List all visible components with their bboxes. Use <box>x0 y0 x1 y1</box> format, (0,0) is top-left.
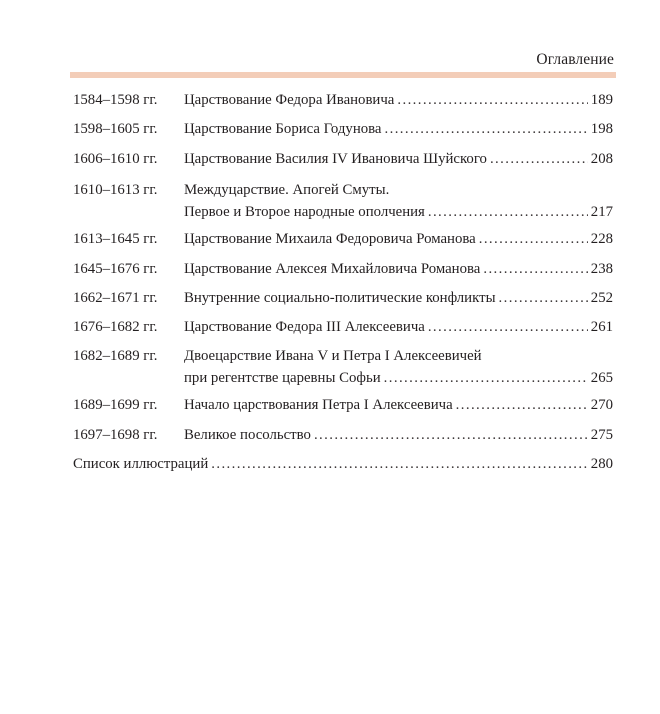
dot-leader <box>384 367 588 389</box>
toc-entry-title-line: Царствование Бориса Годунова <box>184 121 382 137</box>
toc-entry-page: 252 <box>590 290 613 306</box>
toc-entry-page: 217 <box>590 204 613 220</box>
dot-leader <box>479 228 588 250</box>
dot-leader <box>385 118 588 140</box>
toc-entry-date: 1682–1689 гг. <box>73 348 158 364</box>
dot-leader <box>499 287 588 309</box>
toc-entry-title-line: Царствование Василия IV Ивановича Шуйского <box>184 151 487 167</box>
toc-entry-date: 1606–1610 гг. <box>73 151 158 167</box>
dot-leader <box>483 258 587 280</box>
toc-entry-title <box>184 179 613 223</box>
toc-entry-date: 1697–1698 гг. <box>73 427 158 443</box>
toc-entry-title <box>184 394 613 416</box>
toc-entry-title <box>184 148 613 170</box>
dot-leader <box>490 148 588 170</box>
toc-entry-page: 189 <box>590 92 613 108</box>
toc-entry-title-line: Царствование Федора Ивановича <box>184 92 395 108</box>
toc-entry-title <box>184 228 613 250</box>
toc-entry-title <box>184 345 613 389</box>
dot-leader <box>397 89 587 111</box>
toc-entry-title-line: Внутренние социально-политические конфликты <box>184 290 496 306</box>
toc-entry-page: 238 <box>590 261 613 277</box>
dot-leader <box>456 394 588 416</box>
toc-entry-title <box>184 89 613 111</box>
toc-entry-title <box>184 287 613 309</box>
toc-entry-title <box>184 316 613 338</box>
toc-entry-title-line: Великое посольство <box>184 427 311 443</box>
toc-entry-date: 1676–1682 гг. <box>73 319 158 335</box>
toc-entry-title-line: Первое и Второе народные ополчения <box>184 204 425 220</box>
toc-entry-title-line: Начало царствования Петра I Алексеевича <box>184 397 453 413</box>
dot-leader <box>211 453 588 475</box>
toc-entry-page: 228 <box>590 231 613 247</box>
toc-entry-title <box>73 453 613 475</box>
toc-entry-page: 265 <box>590 370 613 386</box>
toc-entry-page: 280 <box>590 456 613 472</box>
running-header-title: Оглавление <box>536 51 614 68</box>
toc-entry-date: 1598–1605 гг. <box>73 121 158 137</box>
toc-entry-title-line: Царствование Алексея Михайловича Романова <box>184 261 481 277</box>
dot-leader <box>428 201 588 223</box>
toc-entry-page: 261 <box>590 319 613 335</box>
toc-entry-title-line: Список иллюстраций <box>73 456 209 472</box>
toc-entry-page: 275 <box>590 427 613 443</box>
toc-entry-date: 1689–1699 гг. <box>73 397 158 413</box>
toc-entry-date: 1584–1598 гг. <box>73 92 158 108</box>
toc-entry-title-line: при регентстве царевны Софьи <box>184 370 381 386</box>
header-accent-rule <box>70 72 616 78</box>
toc-entry-page: 270 <box>590 397 613 413</box>
toc-entry-page: 198 <box>590 121 613 137</box>
toc-entry-title <box>184 258 613 280</box>
toc-entry-date: 1610–1613 гг. <box>73 182 158 198</box>
toc-entry-page: 208 <box>590 151 613 167</box>
toc-entry-title <box>184 118 613 140</box>
toc-entry-date: 1645–1676 гг. <box>73 261 158 277</box>
dot-leader <box>314 424 588 446</box>
toc-entry-title-line: Царствование Михаила Федоровича Романова <box>184 231 476 247</box>
toc-entry-title <box>184 424 613 446</box>
toc-entry-title-line: Царствование Федора III Алексеевича <box>184 319 425 335</box>
toc-entry-date: 1662–1671 гг. <box>73 290 158 306</box>
toc-entry-date: 1613–1645 гг. <box>73 231 158 247</box>
toc-entry-title-line: Междуцарствие. Апогей Смуты. <box>184 182 390 198</box>
toc-entry-title-line: Двоецарствие Ивана V и Петра I Алексеевичей <box>184 348 482 364</box>
dot-leader <box>428 316 588 338</box>
